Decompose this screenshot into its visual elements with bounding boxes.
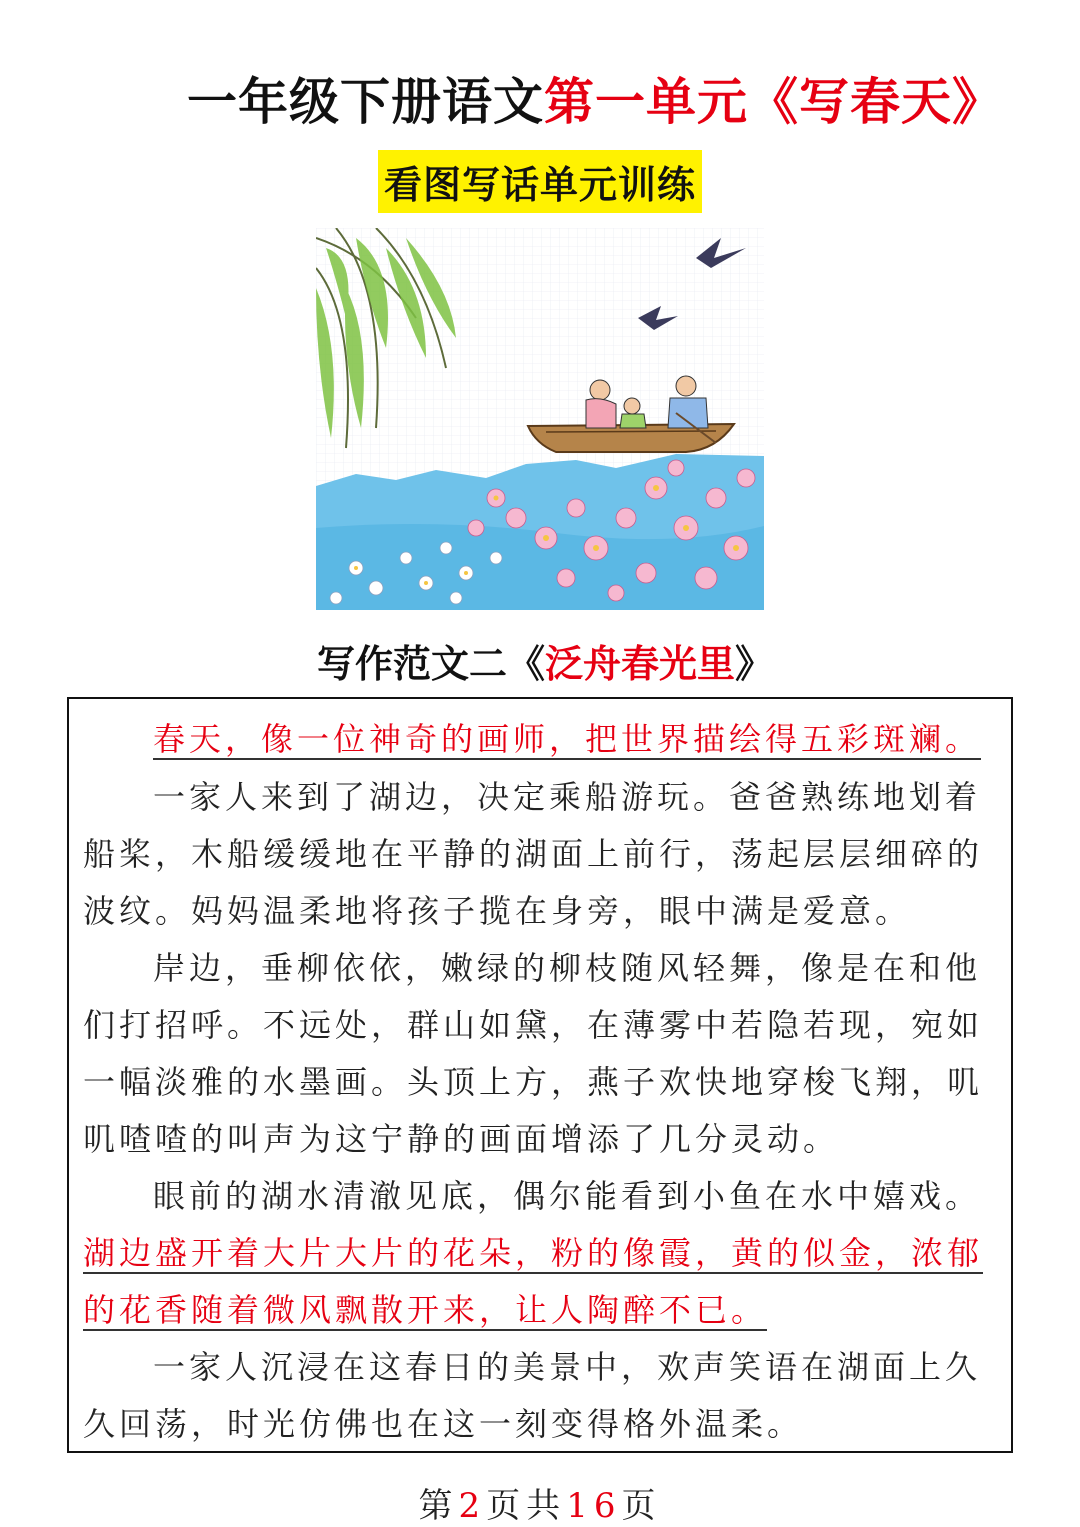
essay-title-prefix: 写作范文二《 bbox=[316, 642, 545, 686]
essay-paragraph-4 bbox=[83, 1168, 987, 1339]
essay-box bbox=[67, 697, 1013, 1453]
essay-paragraph-2: 一家人来到了湖边，决定乘船游玩。爸爸熟练地划着船桨，木船缓缓地在平静的湖面上前行，荡起层层细碎的波纹。妈妈温柔地将孩子揽在身旁，眼中满是爱意。 bbox=[83, 778, 984, 930]
subtitle-wrap bbox=[0, 150, 1080, 213]
footer-post: 页 bbox=[621, 1486, 662, 1526]
essay-paragraph-1 bbox=[83, 709, 987, 769]
essay-paragraph-3: 岸边，垂柳依依，嫩绿的柳枝随风轻舞，像是在和他们打招呼。不远处，群山如黛，在薄雾中若隐若现，宛如一幅淡雅的水墨画。头顶上方，燕子欢快地穿梭飞翔，叽叽喳喳的叫声为这宁静的画面增添了几分灵动。 bbox=[83, 949, 984, 1158]
title-unit: 第一单元《写春天》 bbox=[544, 73, 1003, 131]
title-grade: 一年级下册语文 bbox=[187, 73, 544, 131]
essay-paragraph-5: 一家人沉浸在这春日的美景中，欢声笑语在湖面上久久回荡，时光仿佛也在这一刻变得格外温柔。 bbox=[83, 1348, 982, 1443]
footer-mid: 页共 bbox=[486, 1486, 567, 1526]
spring-boat-illustration bbox=[316, 228, 764, 610]
page-title bbox=[0, 62, 1080, 134]
essay-title bbox=[0, 633, 1080, 688]
footer-pre: 第 bbox=[418, 1486, 459, 1526]
page-total: 16 bbox=[566, 1486, 622, 1526]
highlight-sentence: 湖边盛开着大片大片的花朵，粉的像霞，黄的似金，浓郁的花香随着微风飘散开来，让人陶醉不已。 bbox=[83, 1234, 984, 1329]
subtitle-banner: 看图写话单元训练 bbox=[378, 150, 702, 213]
highlight-sentence: 春天，像一位神奇的画师，把世界描绘得五彩斑斓。 bbox=[153, 720, 982, 758]
page-footer bbox=[0, 1478, 1080, 1527]
paragraph-4-normal: 眼前的湖水清澈见底，偶尔能看到小鱼在水中嬉戏。 bbox=[153, 1177, 982, 1215]
essay-title-suffix: 》 bbox=[735, 642, 774, 686]
page-number: 2 bbox=[458, 1486, 487, 1526]
essay-title-name: 泛舟春光里 bbox=[544, 642, 735, 686]
